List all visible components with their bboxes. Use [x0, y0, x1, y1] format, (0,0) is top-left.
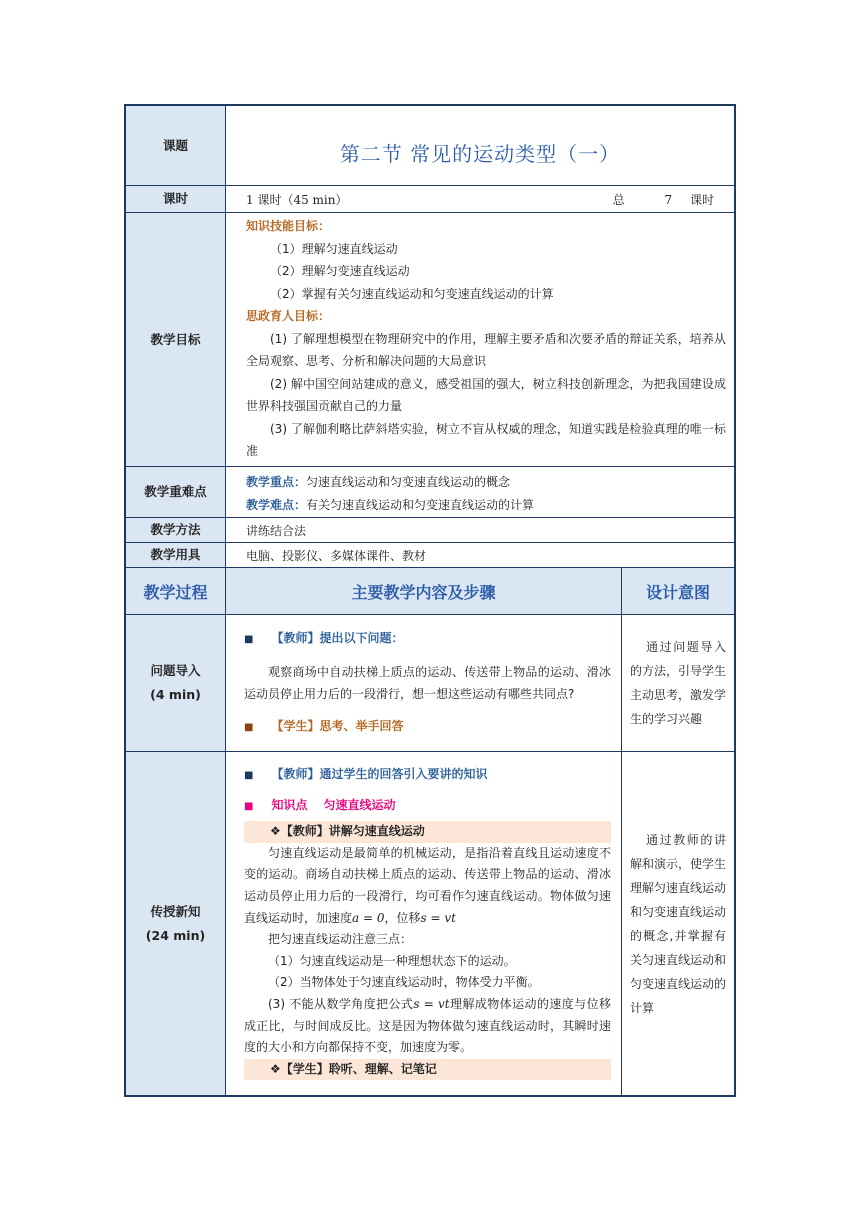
teach-intro: ■ 【教师】通过学生的回答引入要讲的知识 — [244, 767, 488, 781]
total-unit: 课时 — [689, 192, 714, 207]
tools-value: 电脑、投影仪、多媒体课件、教材 — [226, 543, 734, 568]
method-value: 讲练结合法 — [226, 518, 734, 543]
moral-item: (2) 解中国空间站建成的意义，感受祖国的强大，树立科技创新理念，为把我国建设成世界科技强国贡献自己的力量 — [246, 376, 726, 413]
objectives-label: 教学目标 — [126, 213, 226, 467]
moral-heading: 思政育人目标： — [246, 309, 331, 323]
intro-student: ■ 【学生】思考、举手回答 — [244, 719, 404, 733]
teach-para2: 把匀速直线运动注意三点： — [268, 932, 413, 947]
topic-title: 第二节 常见的运动类型（一） — [226, 106, 734, 186]
hours-label: 课时 — [126, 186, 226, 213]
square-bullet-icon: ■ — [244, 770, 254, 781]
objectives-content — [226, 213, 734, 467]
square-bullet-icon: ■ — [244, 800, 254, 812]
intro-label: 问题导入 (4 min) — [126, 615, 226, 752]
skill-heading: 知识技能目标： — [246, 219, 331, 233]
hours-row — [226, 186, 734, 213]
intro-teacher: ■ 【教师】提出以下问题： — [244, 631, 404, 645]
keypoints-label: 教学重难点 — [126, 467, 226, 518]
intro-design: 通过问题导入的方法，引导学生主动思考，激发学生的学习兴趣 — [622, 615, 734, 752]
teach-design: 通过教师的讲解和演示，使学生理解匀速直线运动和匀变速直线运动的概念,并掌握有关匀速直线运动和匀变速直线运动的计算 — [630, 832, 727, 1015]
key-point: 教学重点：匀速直线运动和匀变速直线运动的概念 — [246, 475, 511, 489]
teach-content — [226, 752, 622, 1095]
skill-item: （2）掌握有关匀速直线运动和匀变速直线运动的计算 — [270, 286, 554, 301]
knowledge-point: ■ 知识点 匀速直线运动 — [244, 797, 396, 812]
skill-item: （1）理解匀速直线运动 — [270, 241, 398, 256]
hours-value: 1 课时（45 min） — [246, 192, 348, 207]
process-header-col1: 教学过程 — [126, 568, 226, 615]
process-header-col2: 主要教学内容及步骤 — [226, 568, 622, 615]
keypoints-content — [226, 467, 734, 518]
topic-label: 课题 — [126, 106, 226, 186]
teach-para1: 匀速直线运动是最简单的机械运动，是指沿着直线且运动速度不变的运动。商场自动扶梯上质点的运动、传送带上物品的运动、滑冰运动员停止用力后的一段滑行，均可看作匀速直线运动。物体做匀速直线运动时，加速度a = 0，位移s = vt — [244, 845, 611, 925]
total-label: 总 — [612, 192, 625, 207]
square-bullet-icon: ■ — [244, 634, 254, 645]
teach-label: 传授新知 (24 min) — [126, 752, 226, 1095]
teacher-bar: ❖【教师】讲解匀速直线运动 — [244, 821, 611, 843]
square-bullet-icon: ■ — [244, 722, 254, 733]
moral-item: (3) 了解伽利略比萨斜塔实验，树立不盲从权威的理念，知道实践是检验真理的唯一标准 — [246, 421, 726, 458]
tools-label: 教学用具 — [126, 543, 226, 568]
difficult-point: 教学难点：有关匀速直线运动和匀变速直线运动的计算 — [246, 498, 535, 512]
total-value: 7 — [664, 192, 673, 207]
process-header-col3: 设计意图 — [622, 568, 734, 615]
teach-point: （1）匀速直线运动是一种理想状态下的运动。 — [268, 953, 516, 968]
intro-content — [226, 615, 622, 752]
moral-item: (1) 了解理想模型在物理研究中的作用，理解主要矛盾和次要矛盾的辩证关系，培养从全局观察、思考、分析和解决问题的大局意识 — [246, 331, 726, 368]
skill-item: （2）理解匀变速直线运动 — [270, 264, 410, 278]
method-label: 教学方法 — [126, 518, 226, 543]
teach-point3: (3) 不能从数学角度把公式s = vt理解成物体运动的速度与位移成正比，与时间成反比。这是因为物体做匀速直线运动时，其瞬时速度的大小和方向都保持不变，加速度为零。 — [244, 996, 611, 1055]
lesson-plan-table — [124, 104, 736, 1097]
total-hours — [613, 191, 714, 208]
teach-point: （2）当物体处于匀速直线运动时，物体受力平衡。 — [268, 975, 540, 990]
student-bar: ❖【学生】聆听、理解、记笔记 — [244, 1059, 611, 1081]
intro-question: 观察商场中自动扶梯上质点的运动、传送带上物品的运动、滑冰运动员停止用力后的一段滑行，想一想这些运动有哪些共同点? — [244, 665, 611, 701]
